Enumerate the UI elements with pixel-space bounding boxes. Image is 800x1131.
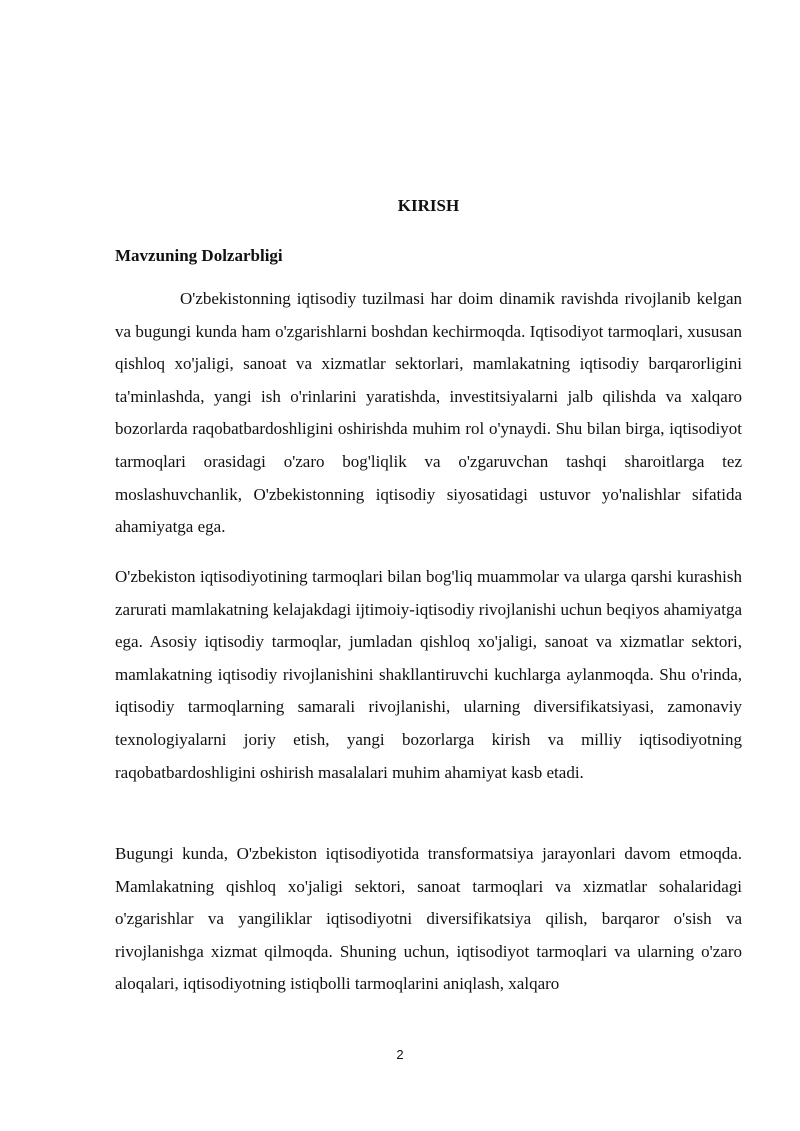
page-number: 2 — [396, 1047, 404, 1062]
body-paragraph-3: Bugungi kunda, O'zbekiston iqtisodiyotida transformatsiya jarayonlari davom etmoqda. Mamlakatning qishloq xo'jaligi sektori, sanoat tarmoqlari va xizmatlar sohalaridagi o'zgarishlar va yangiliklar iqtisodiyotni diversifikatsiya qilish, barqaror o'sish va rivojlanishga xizmat qilmoqda. Shuning uchun, iqtisodiyot tarmoqlari va ularning o'zaro aloqalari, iqtisodiyotning istiqbolli tarmoqlarini aniqlash, xalqaro — [115, 844, 742, 994]
body-paragraph-1: O'zbekistonning iqtisodiy tuzilmasi har doim dinamik ravishda rivojlanib kelgan va bugungi kunda ham o'zgarishlarni boshdan kechirmoqda. Iqtisodiyot tarmoqlari, xususan qishloq xo'jaligi, sanoat va xizmatlar sektorlari, mamlakatning iqtisodiy barqarorligini ta'minlashda, yangi ish o'rinlarini yaratishda, investitsiyalarni jalb qilishda va xalqaro bozorlarda raqobatbardoshligini oshirishda muhim rol o'ynaydi. Shu bilan birga, iqtisodiyot tarmoqlari orasidagi o'zaro bog'liqlik va o'zgaruvchan tashqi sharoitlarga tez moslashuvchanlik, O'zbekistonning iqtisodiy siyosatidagi ustuvor yo'nalishlar sifatida ahamiyatga ega. — [115, 289, 742, 537]
subsection-heading: Mavzuning Dolzarbligi — [115, 246, 283, 265]
body-paragraph-2: O'zbekiston iqtisodiyotining tarmoqlari bilan bog'liq muammolar va ularga qarshi kurashish zarurati mamlakatning kelajakdagi ijtimoiy-iqtisodiy rivojlanishi uchun beqiyos ahamiyatga ega. Asosiy iqtisodiy tarmoqlar, jumladan qishloq xo'jaligi, sanoat va xizmatlar sektori, mamlakatning iqtisodiy rivojlanishini shakllantiruvchi kuchlarga aylanmoqda. Shu o'rinda, iqtisodiy tarmoqlarning samarali rivojlanishi, ularning diversifikatsiyasi, zamonaviy texnologiyalarni joriy etish, yangi bozorlarga kirish va milliy iqtisodiyotning raqobatbardoshligini oshirish masalalari muhim ahamiyat kasb etadi. — [115, 567, 742, 782]
section-heading: KIRISH — [397, 196, 460, 215]
